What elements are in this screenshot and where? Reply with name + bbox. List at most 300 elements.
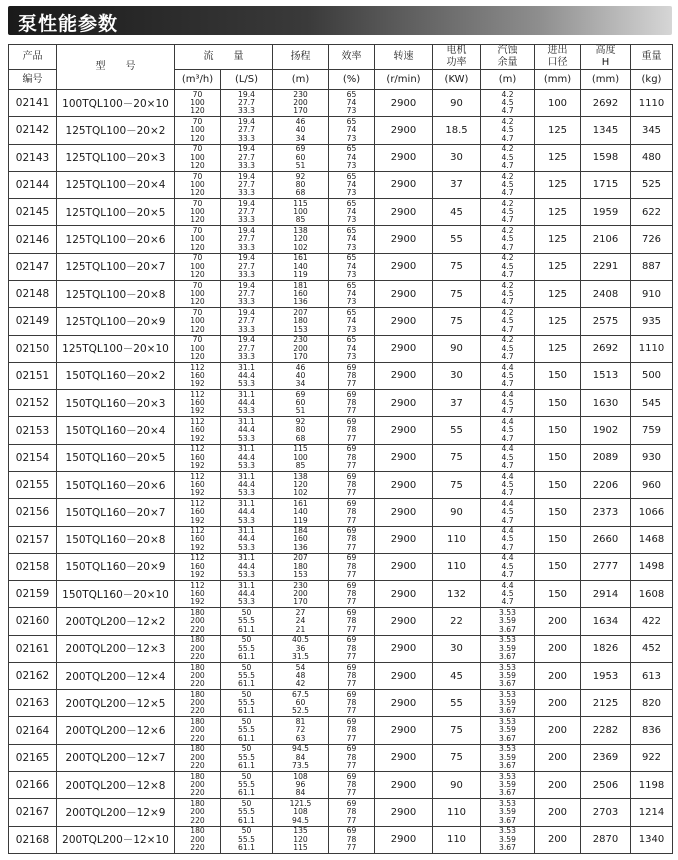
speed-cell: 2900	[375, 526, 433, 553]
height-cell: 2408	[581, 280, 631, 307]
npsh-cell-value: 4.5	[501, 589, 514, 599]
header-port-unit: (mm)	[535, 70, 581, 90]
height-cell: 2369	[581, 744, 631, 771]
height-cell: 1959	[581, 199, 631, 226]
efficiency-cell-value: 77	[346, 651, 357, 661]
npsh-cell-value: 4.5	[501, 179, 514, 189]
page-title: 泵性能参数	[18, 13, 119, 35]
npsh-cell-value: 3.59	[499, 780, 516, 790]
table-row	[9, 280, 673, 307]
npsh-cell-value: 4.2	[501, 198, 514, 208]
flow-ls-cell-value: 33.3	[238, 215, 255, 225]
npsh-cell-value: 3.59	[499, 670, 516, 680]
npsh-cell	[481, 335, 535, 362]
npsh-cell-value: 3.53	[499, 635, 516, 645]
speed-cell: 2900	[375, 553, 433, 580]
flow-ls-cell-value: 44.4	[238, 534, 255, 544]
port-cell: 200	[535, 826, 581, 853]
weight-cell: 545	[631, 390, 673, 417]
flow-m3h-cell-value: 220	[190, 733, 205, 743]
flow-ls-cell-value: 61.1	[238, 733, 255, 743]
flow-m3h-cell-value: 112	[190, 580, 205, 590]
flow-ls-cell-value: 27.7	[238, 125, 255, 135]
flow-ls-cell	[221, 444, 273, 471]
npsh-cell-value: 4.7	[501, 324, 514, 334]
flow-ls-cell-value: 19.4	[238, 144, 255, 154]
npsh-cell-value: 3.53	[499, 771, 516, 781]
flow-m3h-cell-value: 112	[190, 362, 205, 372]
head-cell-value: 170	[293, 351, 308, 361]
npsh-cell-value: 3.53	[499, 662, 516, 672]
head-cell-value: 180	[293, 316, 308, 326]
model-cell: 150TQL160－20×4	[57, 417, 175, 444]
product-code-cell: 02148	[9, 280, 57, 307]
head-cell-value: 170	[293, 597, 308, 607]
product-code-cell: 02168	[9, 826, 57, 853]
height-cell: 1826	[581, 635, 631, 662]
flow-ls-cell-value: 27.7	[238, 288, 255, 298]
speed-cell: 2900	[375, 444, 433, 471]
npsh-cell	[481, 171, 535, 198]
efficiency-cell-value: 69	[346, 417, 357, 427]
flow-ls-cell-value: 50	[241, 826, 252, 836]
speed-cell: 2900	[375, 199, 433, 226]
efficiency-cell	[329, 117, 375, 144]
head-cell	[273, 662, 329, 689]
head-cell-value: 161	[293, 498, 308, 508]
npsh-cell-value: 4.2	[501, 226, 514, 236]
flow-m3h-cell-value: 160	[190, 561, 205, 571]
header-code-bottom: 编号	[9, 70, 57, 90]
efficiency-cell	[329, 253, 375, 280]
weight-cell: 500	[631, 362, 673, 389]
flow-m3h-cell-value: 192	[190, 515, 205, 525]
flow-m3h-cell	[175, 799, 221, 826]
npsh-cell-value: 3.53	[499, 826, 516, 836]
product-code-cell: 02149	[9, 308, 57, 335]
port-cell: 200	[535, 608, 581, 635]
efficiency-cell	[329, 772, 375, 799]
flow-m3h-cell-value: 160	[190, 589, 205, 599]
table-row	[9, 772, 673, 799]
port-cell: 125	[535, 308, 581, 335]
efficiency-cell-value: 74	[346, 261, 357, 271]
npsh-cell-value: 4.7	[501, 515, 514, 525]
npsh-cell-value: 4.7	[501, 106, 514, 116]
flow-ls-cell-value: 55.5	[238, 725, 255, 735]
flow-m3h-cell	[175, 390, 221, 417]
efficiency-cell-value: 74	[346, 125, 357, 135]
flow-m3h-cell-value: 100	[190, 179, 205, 189]
table-row	[9, 471, 673, 498]
speed-cell: 2900	[375, 690, 433, 717]
speed-cell: 2900	[375, 717, 433, 744]
flow-m3h-cell	[175, 499, 221, 526]
head-cell-value: 80	[295, 179, 306, 189]
flow-m3h-cell-value: 220	[190, 842, 205, 852]
power-cell: 110	[433, 526, 481, 553]
port-cell: 125	[535, 171, 581, 198]
height-cell: 2914	[581, 581, 631, 608]
table-row	[9, 499, 673, 526]
head-cell-value: 96	[295, 780, 306, 790]
head-cell	[273, 690, 329, 717]
speed-cell: 2900	[375, 253, 433, 280]
flow-ls-cell	[221, 90, 273, 117]
npsh-cell-value: 4.5	[501, 398, 514, 408]
weight-cell: 345	[631, 117, 673, 144]
port-cell: 150	[535, 471, 581, 498]
flow-m3h-cell-value: 112	[190, 471, 205, 481]
npsh-cell-value: 4.2	[501, 335, 514, 345]
efficiency-cell-value: 69	[346, 444, 357, 454]
efficiency-cell	[329, 581, 375, 608]
efficiency-cell-value: 69	[346, 799, 357, 808]
flow-ls-cell	[221, 772, 273, 799]
weight-cell: 887	[631, 253, 673, 280]
head-cell-value: 94.5	[292, 815, 309, 825]
speed-cell: 2900	[375, 226, 433, 253]
flow-ls-cell-value: 44.4	[238, 398, 255, 408]
model-cell: 125TQL100－20×8	[57, 280, 175, 307]
efficiency-cell-value: 77	[346, 542, 357, 552]
head-cell-value: 46	[295, 116, 306, 126]
flow-m3h-cell-value: 220	[190, 651, 205, 661]
head-cell-value: 68	[295, 188, 306, 198]
flow-m3h-cell	[175, 444, 221, 471]
flow-ls-cell-value: 33.3	[238, 324, 255, 334]
weight-cell: 726	[631, 226, 673, 253]
table-row	[9, 690, 673, 717]
height-cell: 2575	[581, 308, 631, 335]
flow-ls-cell-value: 55.5	[238, 698, 255, 708]
efficiency-cell-value: 74	[346, 152, 357, 162]
head-cell-value: 42	[295, 679, 306, 689]
flow-m3h-cell-value: 120	[190, 106, 205, 116]
flow-ls-cell	[221, 417, 273, 444]
flow-ls-cell-value: 50	[241, 744, 252, 754]
head-cell-value: 153	[293, 570, 308, 580]
flow-ls-cell-value: 55.5	[238, 780, 255, 790]
power-cell: 22	[433, 608, 481, 635]
header-power: 电机 功率	[433, 45, 481, 70]
power-cell: 75	[433, 280, 481, 307]
height-cell: 2692	[581, 90, 631, 117]
npsh-cell-value: 4.2	[501, 116, 514, 126]
head-cell	[273, 390, 329, 417]
efficiency-cell-value: 77	[346, 679, 357, 689]
speed-cell: 2900	[375, 144, 433, 171]
table-row	[9, 826, 673, 853]
product-code-cell: 02158	[9, 553, 57, 580]
npsh-cell-value: 3.53	[499, 744, 516, 754]
model-cell: 200TQL200－12×7	[57, 744, 175, 771]
product-code-cell: 02160	[9, 608, 57, 635]
table-row	[9, 362, 673, 389]
power-cell: 30	[433, 635, 481, 662]
flow-ls-cell-value: 33.3	[238, 242, 255, 252]
head-cell	[273, 499, 329, 526]
head-cell-value: 230	[293, 89, 308, 99]
efficiency-cell	[329, 171, 375, 198]
npsh-cell-value: 3.59	[499, 752, 516, 762]
efficiency-cell-value: 74	[346, 97, 357, 107]
weight-cell: 622	[631, 199, 673, 226]
flow-m3h-cell-value: 200	[190, 643, 205, 653]
efficiency-cell-value: 65	[346, 253, 357, 263]
efficiency-cell	[329, 799, 375, 826]
efficiency-cell-value: 69	[346, 826, 357, 836]
height-cell: 1634	[581, 608, 631, 635]
model-cell: 200TQL200－12×3	[57, 635, 175, 662]
efficiency-cell-value: 69	[346, 608, 357, 618]
head-cell-value: 102	[293, 242, 308, 252]
head-cell-value: 84	[295, 788, 306, 798]
head-cell	[273, 308, 329, 335]
flow-ls-cell-value: 31.1	[238, 553, 255, 563]
flow-m3h-cell	[175, 526, 221, 553]
npsh-cell-value: 3.67	[499, 651, 516, 661]
height-cell: 2777	[581, 553, 631, 580]
head-cell	[273, 171, 329, 198]
efficiency-cell-value: 78	[346, 698, 357, 708]
npsh-cell-value: 3.59	[499, 643, 516, 653]
efficiency-cell-value: 77	[346, 624, 357, 634]
flow-m3h-cell	[175, 280, 221, 307]
npsh-cell-value: 3.59	[499, 616, 516, 626]
npsh-cell-value: 4.7	[501, 133, 514, 143]
flow-m3h-cell-value: 100	[190, 288, 205, 298]
efficiency-cell	[329, 662, 375, 689]
height-cell: 2106	[581, 226, 631, 253]
efficiency-cell-value: 73	[346, 269, 357, 279]
efficiency-cell	[329, 390, 375, 417]
flow-ls-cell-value: 19.4	[238, 307, 255, 317]
flow-m3h-cell-value: 160	[190, 534, 205, 544]
height-cell: 1715	[581, 171, 631, 198]
flow-ls-cell-value: 33.3	[238, 269, 255, 279]
flow-ls-cell-value: 61.1	[238, 761, 255, 771]
npsh-cell	[481, 199, 535, 226]
flow-m3h-cell-value: 192	[190, 406, 205, 416]
npsh-cell-value: 4.7	[501, 297, 514, 307]
efficiency-cell-value: 78	[346, 534, 357, 544]
efficiency-cell-value: 65	[346, 280, 357, 290]
model-cell: 150TQL160－20×9	[57, 553, 175, 580]
table-row	[9, 417, 673, 444]
table-row	[9, 335, 673, 362]
flow-ls-cell-value: 19.4	[238, 335, 255, 345]
npsh-cell-value: 4.4	[501, 417, 514, 427]
efficiency-cell-value: 65	[346, 335, 357, 345]
weight-cell: 935	[631, 308, 673, 335]
flow-ls-cell	[221, 144, 273, 171]
head-cell-value: 184	[293, 526, 308, 536]
product-code-cell: 02161	[9, 635, 57, 662]
flow-ls-cell-value: 19.4	[238, 226, 255, 236]
height-cell: 2125	[581, 690, 631, 717]
flow-ls-cell	[221, 717, 273, 744]
flow-ls-cell-value: 53.3	[238, 515, 255, 525]
speed-cell: 2900	[375, 799, 433, 826]
efficiency-cell-value: 78	[346, 479, 357, 489]
flow-ls-cell	[221, 199, 273, 226]
model-cell: 125TQL100－20×6	[57, 226, 175, 253]
efficiency-cell-value: 69	[346, 635, 357, 645]
speed-cell: 2900	[375, 90, 433, 117]
efficiency-cell	[329, 199, 375, 226]
weight-cell: 910	[631, 280, 673, 307]
flow-m3h-cell	[175, 308, 221, 335]
flow-m3h-cell-value: 70	[192, 144, 203, 154]
weight-cell: 480	[631, 144, 673, 171]
power-cell: 30	[433, 362, 481, 389]
efficiency-cell-value: 77	[346, 515, 357, 525]
efficiency-cell-value: 69	[346, 580, 357, 590]
efficiency-cell-value: 69	[346, 771, 357, 781]
efficiency-cell	[329, 280, 375, 307]
model-cell: 125TQL100－20×9	[57, 308, 175, 335]
flow-ls-cell-value: 61.1	[238, 651, 255, 661]
flow-ls-cell-value: 53.3	[238, 597, 255, 607]
power-cell: 18.5	[433, 117, 481, 144]
weight-cell: 613	[631, 662, 673, 689]
flow-ls-cell-value: 53.3	[238, 433, 255, 443]
flow-ls-cell-value: 27.7	[238, 261, 255, 271]
flow-m3h-cell-value: 100	[190, 125, 205, 135]
flow-m3h-cell-value: 100	[190, 207, 205, 217]
flow-m3h-cell-value: 112	[190, 553, 205, 563]
flow-ls-cell-value: 50	[241, 771, 252, 781]
flow-m3h-cell-value: 180	[190, 608, 205, 618]
product-code-cell: 02166	[9, 772, 57, 799]
flow-ls-cell	[221, 253, 273, 280]
height-cell: 1598	[581, 144, 631, 171]
head-cell	[273, 417, 329, 444]
flow-m3h-cell	[175, 744, 221, 771]
npsh-cell	[481, 635, 535, 662]
pump-spec-table	[8, 44, 673, 854]
npsh-cell-value: 4.4	[501, 580, 514, 590]
head-cell	[273, 253, 329, 280]
speed-cell: 2900	[375, 417, 433, 444]
port-cell: 200	[535, 635, 581, 662]
efficiency-cell-value: 78	[346, 425, 357, 435]
port-cell: 200	[535, 744, 581, 771]
efficiency-cell-value: 73	[346, 215, 357, 225]
head-cell-value: 34	[295, 133, 306, 143]
efficiency-cell	[329, 226, 375, 253]
npsh-cell-value: 4.4	[501, 471, 514, 481]
efficiency-cell-value: 78	[346, 834, 357, 844]
port-cell: 200	[535, 772, 581, 799]
table-row	[9, 662, 673, 689]
npsh-cell-value: 4.5	[501, 234, 514, 244]
weight-cell: 525	[631, 171, 673, 198]
speed-cell: 2900	[375, 171, 433, 198]
speed-cell: 2900	[375, 471, 433, 498]
product-code-cell: 02142	[9, 117, 57, 144]
efficiency-cell-value: 78	[346, 507, 357, 517]
product-code-cell: 02143	[9, 144, 57, 171]
power-cell: 90	[433, 335, 481, 362]
port-cell: 200	[535, 717, 581, 744]
flow-m3h-cell-value: 220	[190, 624, 205, 634]
height-cell: 2660	[581, 526, 631, 553]
header-weight: 重量	[631, 45, 673, 70]
npsh-cell	[481, 308, 535, 335]
flow-m3h-cell-value: 100	[190, 316, 205, 326]
flow-m3h-cell-value: 70	[192, 280, 203, 290]
weight-cell: 930	[631, 444, 673, 471]
table-row	[9, 717, 673, 744]
npsh-cell-value: 4.2	[501, 89, 514, 99]
port-cell: 150	[535, 390, 581, 417]
flow-ls-cell-value: 44.4	[238, 507, 255, 517]
npsh-cell	[481, 799, 535, 826]
npsh-cell-value: 3.67	[499, 706, 516, 716]
head-cell-value: 54	[295, 662, 306, 672]
speed-cell: 2900	[375, 117, 433, 144]
npsh-cell-value: 3.53	[499, 717, 516, 727]
npsh-cell-value: 3.67	[499, 679, 516, 689]
flow-ls-cell-value: 44.4	[238, 452, 255, 462]
head-cell-value: 138	[293, 471, 308, 481]
npsh-cell-value: 4.5	[501, 534, 514, 544]
flow-ls-cell-value: 61.1	[238, 679, 255, 689]
flow-ls-cell	[221, 581, 273, 608]
table-row	[9, 171, 673, 198]
npsh-cell	[481, 499, 535, 526]
efficiency-cell-value: 69	[346, 689, 357, 699]
head-cell-value: 48	[295, 670, 306, 680]
flow-ls-cell	[221, 662, 273, 689]
head-cell-value: 24	[295, 616, 306, 626]
npsh-cell-value: 3.67	[499, 761, 516, 771]
model-cell: 125TQL100－20×7	[57, 253, 175, 280]
npsh-cell	[481, 444, 535, 471]
head-cell-value: 92	[295, 171, 306, 181]
power-cell: 37	[433, 171, 481, 198]
flow-ls-cell-value: 50	[241, 662, 252, 672]
speed-cell: 2900	[375, 308, 433, 335]
efficiency-cell-value: 77	[346, 761, 357, 771]
weight-cell: 1110	[631, 90, 673, 117]
head-cell-value: 51	[295, 406, 306, 416]
head-cell-value: 120	[293, 234, 308, 244]
flow-ls-cell-value: 55.5	[238, 807, 255, 817]
flow-m3h-cell-value: 180	[190, 744, 205, 754]
efficiency-cell-value: 78	[346, 670, 357, 680]
product-code-cell: 02165	[9, 744, 57, 771]
flow-ls-cell-value: 31.1	[238, 498, 255, 508]
npsh-cell-value: 4.4	[501, 444, 514, 454]
npsh-cell-value: 4.7	[501, 542, 514, 552]
flow-ls-cell-value: 33.3	[238, 133, 255, 143]
efficiency-cell	[329, 526, 375, 553]
model-cell: 200TQL200－12×9	[57, 799, 175, 826]
table-row	[9, 199, 673, 226]
npsh-cell-value: 4.4	[501, 498, 514, 508]
header-code-top: 产品	[9, 45, 57, 70]
npsh-cell-value: 4.5	[501, 507, 514, 517]
npsh-cell	[481, 226, 535, 253]
model-cell: 150TQL160－20×5	[57, 444, 175, 471]
head-cell	[273, 799, 329, 826]
efficiency-cell-value: 77	[346, 379, 357, 389]
efficiency-cell-value: 77	[346, 406, 357, 416]
efficiency-cell-value: 74	[346, 316, 357, 326]
